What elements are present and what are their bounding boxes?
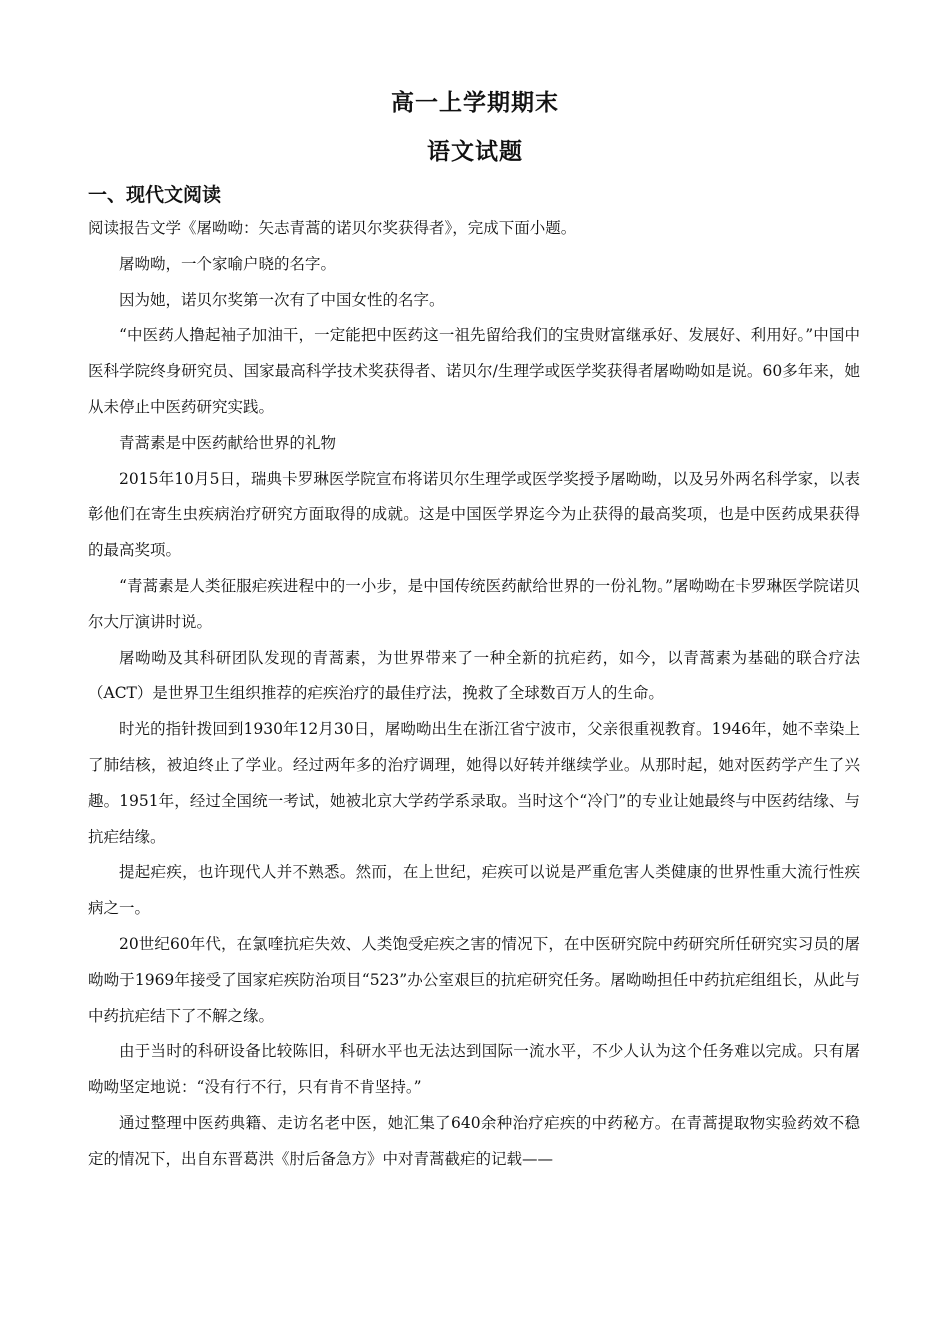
document-subtitle: 语文试题 [427, 139, 523, 165]
paragraph: 通过整理中医药典籍、走访名老中医，她汇集了640余种治疗疟疾的中药秘方。在青蒿提取物实验药效不稳定的情况下，出自东晋葛洪《肘后备急方》中对青蒿截疟的记载—— [88, 1113, 860, 1168]
subheading: 青蒿素是中医药献给世界的礼物 [119, 433, 337, 452]
section-heading: 一、现代文阅读 [88, 184, 222, 206]
document-title: 高一上学期期末 [391, 90, 559, 116]
paragraph: 屠呦呦及其科研团队发现的青蒿素，为世界带来了一种全新的抗疟药，如今，以青蒿素为基础的联合疗法（ACT）是世界卫生组织推荐的疟疾治疗的最佳疗法，挽救了全球数百万人的生命。 [88, 648, 860, 703]
paragraph: 因为她，诺贝尔奖第一次有了中国女性的名字。 [119, 290, 445, 309]
instruction-text: 阅读报告文学《屠呦呦：矢志青蒿的诺贝尔奖获得者》，完成下面小题。 [88, 219, 577, 237]
article-body [88, 211, 860, 1178]
paragraph: 时光的指针拨回到1930年12月30日，屠呦呦出生在浙江省宁波市，父亲很重视教育。1946年，她不幸染上了肺结核，被迫终止了学业。经过两年多的治疗调理，她得以好转并继续学业。从那时起，她对医药学产生了兴趣。1951年，经过全国统一考试，她被北京大学药学系录取。当时这个“冷门”的专业让她最终与中医药结缘、与抗疟结缘。 [88, 720, 860, 846]
paragraph: 提起疟疾，也许现代人并不熟悉。然而，在上世纪，疟疾可以说是严重危害人类健康的世界性重大流行性疾病之一。 [88, 863, 860, 918]
paragraph: “中医药人撸起袖子加油干，一定能把中医药这一祖先留给我们的宝贵财富继承好、发展好、利用好。”中国中医科学院终身研究员、国家最高科学技术奖获得者、诺贝尔/生理学或医学奖获得者屠呦呦如是说。60多年来，她从未停止中医药研究实践。 [88, 326, 860, 416]
paragraph: 20世纪60年代，在氯喹抗疟失效、人类饱受疟疾之害的情况下，在中医研究院中药研究所任研究实习员的屠呦呦于1969年接受了国家疟疾防治项目“523”办公室艰巨的抗疟研究任务。屠呦呦担任中药抗疟组组长，从此与中药抗疟结下了不解之缘。 [88, 934, 860, 1025]
paragraph: 由于当时的科研设备比较陈旧，科研水平也无法达到国际一流水平，不少人认为这个任务难以完成。只有屠呦呦坚定地说：“没有行不行，只有肯不肯坚持。” [88, 1042, 860, 1097]
paragraph: “青蒿素是人类征服疟疾进程中的一小步，是中国传统医药献给世界的一份礼物。”屠呦呦在卡罗琳医学院诺贝尔大厅演讲时说。 [88, 576, 860, 631]
paragraph: 2015年10月5日，瑞典卡罗琳医学院宣布将诺贝尔生理学或医学奖授予屠呦呦，以及另外两名科学家，以表彰他们在寄生虫疾病治疗研究方面取得的成就。这是中国医学界迄今为止获得的最高奖项，也是中医药成果获得的最高奖项。 [88, 469, 860, 560]
paragraph: 屠呦呦，一个家喻户晓的名字。 [119, 254, 337, 273]
